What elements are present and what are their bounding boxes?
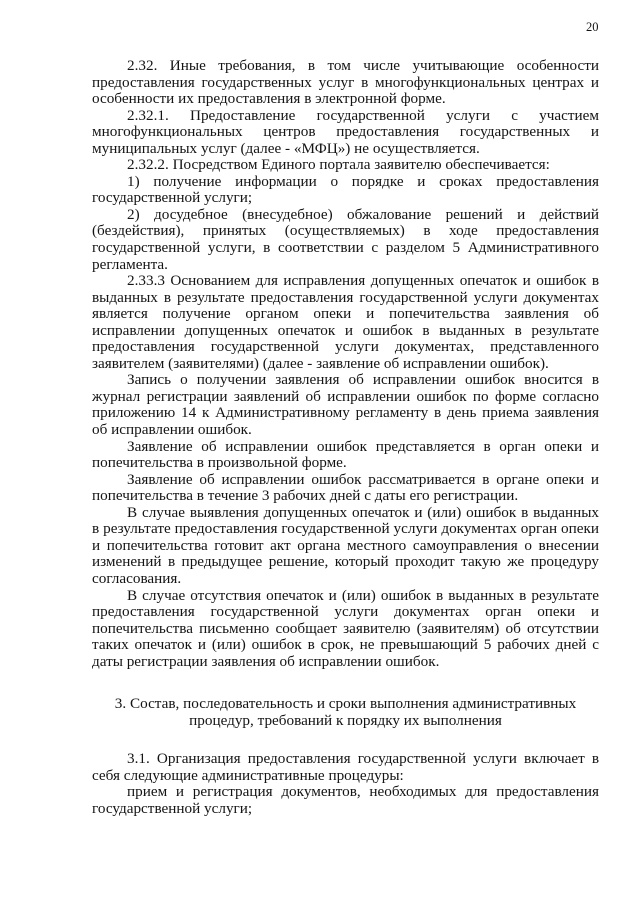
paragraph-procedure-reception: прием и регистрация документов, необходимых для предоставления государственной услуги; <box>92 783 599 817</box>
list-item-1: 1) получение информации о порядке и сроках предоставления государственной услуги; <box>92 172 599 207</box>
paragraph-2-33-3: 2.33.3 Основанием для исправления допущенных опечаток и ошибок в выданных в результате предоставления государственной услуги документах является получение органом опеки и попечительства заявления об исправлении допущенных опечаток и ошибок в выданных в результате предоставления государственной услуги документах, представленного заявителем (заявителями) (далее - заявление об исправлении ошибок). <box>92 272 599 372</box>
paragraph-2-32-1: 2.32.1. Предоставление государственной услуги с участием многофункциональных центров предоставления государственных и муниципальных услуг (далее - «МФЦ») не осуществляется. <box>92 106 599 157</box>
paragraph-application-form: Заявление об исправлении ошибок представляется в орган опеки и попечительства в произвольной форме. <box>92 437 599 472</box>
paragraph-errors-found: В случае выявления допущенных опечаток и (или) ошибок в выданных в результате предоставления государственной услуги документах орган опеки и попечительства готовит акт органа местного самоуправления о внесении изменений в предыдущее решение, который проходит такую же процедуру согласования. <box>92 503 599 587</box>
paragraph-review-term: Заявление об исправлении ошибок рассматривается в органе опеки и попечительства в течение 3 рабочих дней с даты его регистрации. <box>92 470 599 505</box>
paragraph-3-1: 3.1. Организация предоставления государственной услуги включает в себя следующие административные процедуры: <box>92 750 599 784</box>
section-heading-line-2: процедур, требований к порядку их выполнения <box>189 711 502 729</box>
paragraph-journal-record: Запись о получении заявления об исправлении ошибок вносится в журнал регистрации заявлений об исправлении ошибок по форме согласно приложению 14 к Административному регламенту в день приема заявления об исправлении ошибок. <box>92 371 599 439</box>
paragraph-2-32-2: 2.32.2. Посредством Единого портала заявителю обеспечивается: <box>127 156 550 174</box>
list-item-2: 2) досудебное (внесудебное) обжалование решений и действий (бездействия), принятых (осуществляемых) в ходе предоставления государственной услуги, в соответствии с разделом 5 Административного регламента. <box>92 205 599 273</box>
page-number: 20 <box>586 20 599 34</box>
document-body <box>92 58 599 818</box>
paragraph-no-errors: В случае отсутствия опечаток и (или) ошибок в выданных в результате предоставления государственной услуги документах орган опеки и попечительства письменно сообщает заявителю (заявителям) об отсутствии таких опечаток и (или) ошибок в срок, не превышающий 5 рабочих дней с даты регистрации заявления об исправлении ошибок. <box>92 586 599 670</box>
section-heading <box>92 696 599 729</box>
paragraph-2-32: 2.32. Иные требования, в том числе учитывающие особенности предоставления государственных услуг в многофункциональных центрах и особенности их предоставления в электронной форме. <box>92 57 599 108</box>
section-heading-line-1: 3. Состав, последовательность и сроки выполнения административных <box>114 695 577 713</box>
